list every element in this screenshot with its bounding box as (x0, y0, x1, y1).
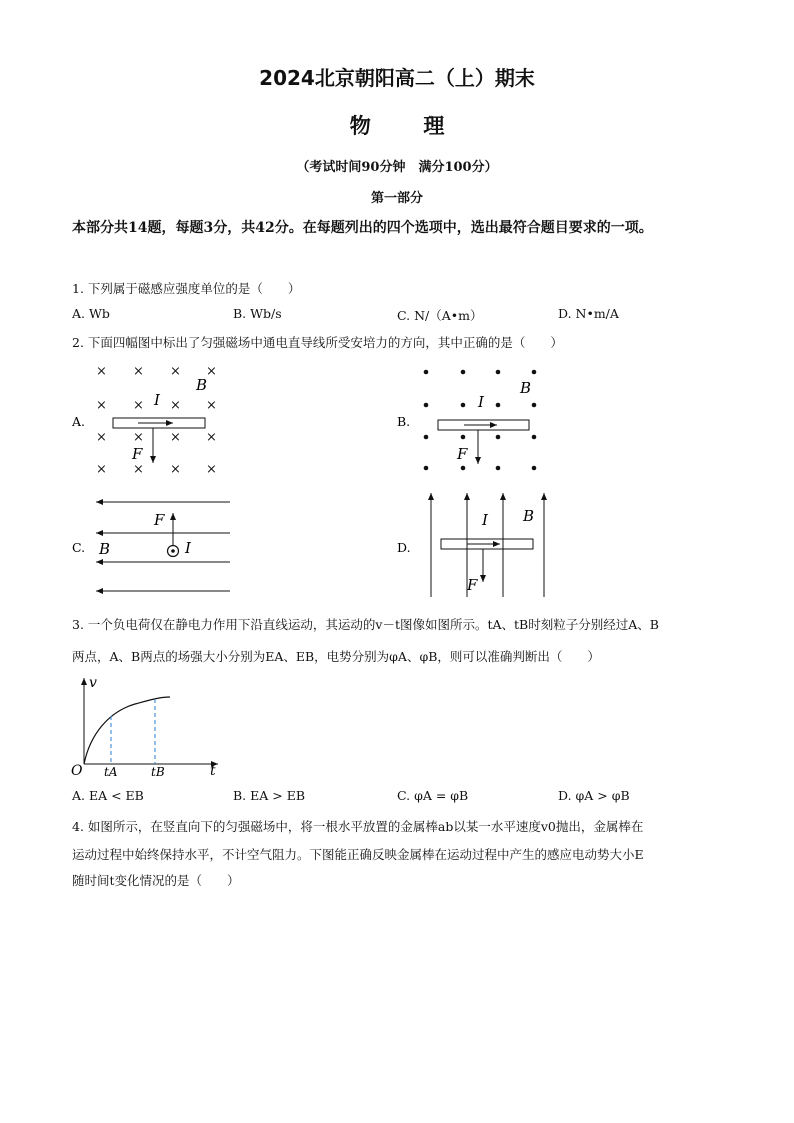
label-I: I (154, 391, 160, 409)
cross-mark: × (96, 462, 107, 477)
label-B: B (196, 376, 208, 394)
q3-option-a: A. EA < EB (72, 788, 144, 803)
part-intro: 本部分共14题，每题3分，共42分。在每题列出的四个选项中，选出最符合题目要求的一项。 (72, 220, 653, 236)
page-title: 2024北京朝阳高二（上）期末 (259, 66, 535, 90)
cross-mark: × (206, 430, 217, 445)
cross-mark: × (133, 364, 144, 379)
cross-mark: × (96, 430, 107, 445)
q2-label-b: B. (397, 414, 411, 429)
label-F: F (467, 576, 478, 594)
cross-mark: × (96, 398, 107, 413)
label-F: F (457, 445, 468, 463)
q3-option-b: B. EA > EB (233, 788, 306, 803)
cross-mark: × (206, 462, 217, 477)
q3-stem-line1: 3. 一个负电荷仅在静电力作用下沿直线运动，其运动的v－t图像如图所示。tA、tB时刻粒子分别经过A、B (72, 617, 659, 632)
label-I: I (482, 511, 488, 529)
q2-figure-d (397, 493, 544, 597)
tA-label: tA (104, 765, 118, 779)
cross-mark: × (133, 398, 144, 413)
cross-mark: × (133, 430, 144, 445)
subject-char-2: 理 (423, 113, 445, 138)
label-I: I (185, 539, 191, 557)
q3-vt-graph (71, 675, 218, 779)
q2-stem: 2. 下面四幅图中标出了匀强磁场中通电直导线所受安培力的方向，其中正确的是（ ） (72, 335, 563, 350)
q2-figure-a (71, 364, 217, 477)
q1-stem: 1. 下列属于磁感应强度单位的是（ ） (72, 281, 301, 296)
vt-curve (84, 697, 170, 764)
q1-option-b: B. Wb/s (233, 306, 282, 321)
q1-option-d: D. N•m/A (558, 306, 619, 321)
label-F: F (154, 511, 165, 529)
part-heading: 第一部分 (370, 191, 423, 206)
q3-stem-line2: 两点，A、B两点的场强大小分别为EA、EB，电势分别为φA、φB，则可以准确判断出（ ） (72, 649, 600, 664)
label-B: B (99, 540, 111, 558)
q3-option-c: C. φA = φB (397, 788, 469, 803)
q1-option-c: C. N/（A•m） (397, 308, 483, 323)
origin-label: O (71, 763, 83, 779)
cross-mark: × (170, 430, 181, 445)
cross-mark: × (206, 364, 217, 379)
q2-label-a: A. (72, 414, 86, 429)
q4-stem-line3: 随时间t变化情况的是（ ） (72, 873, 240, 888)
label-I: I (478, 393, 484, 411)
cross-mark: × (170, 462, 181, 477)
cross-mark: × (170, 364, 181, 379)
exam-info: （考试时间90分钟 满分100分） (296, 160, 498, 175)
label-B: B (520, 379, 532, 397)
q2-label-c: C. (72, 540, 86, 555)
cross-mark: × (170, 398, 181, 413)
q4-stem-line1: 4. 如图所示，在竖直向下的匀强磁场中，将一根水平放置的金属棒ab以某一水平速度v0抛出，金属棒在 (72, 819, 644, 834)
label-F: F (132, 445, 143, 463)
axis-label-t: t (210, 763, 216, 779)
subject-char-1: 物 (349, 113, 371, 138)
q2-figure-b (397, 370, 536, 471)
cross-mark: × (133, 462, 144, 477)
tB-label: tB (151, 765, 165, 779)
axis-label-v: v (89, 675, 97, 691)
label-B: B (523, 507, 535, 525)
cross-mark: × (206, 398, 217, 413)
q4-stem-line2: 运动过程中始终保持水平，不计空气阻力。下图能正确反映金属棒在运动过程中产生的感应电动势大小E (72, 847, 644, 862)
q2-label-d: D. (397, 540, 411, 555)
q2-figure-c (72, 502, 230, 591)
q1-option-a: A. Wb (72, 306, 110, 321)
cross-mark: × (96, 364, 107, 379)
q3-option-d: D. φA > φB (558, 788, 630, 803)
